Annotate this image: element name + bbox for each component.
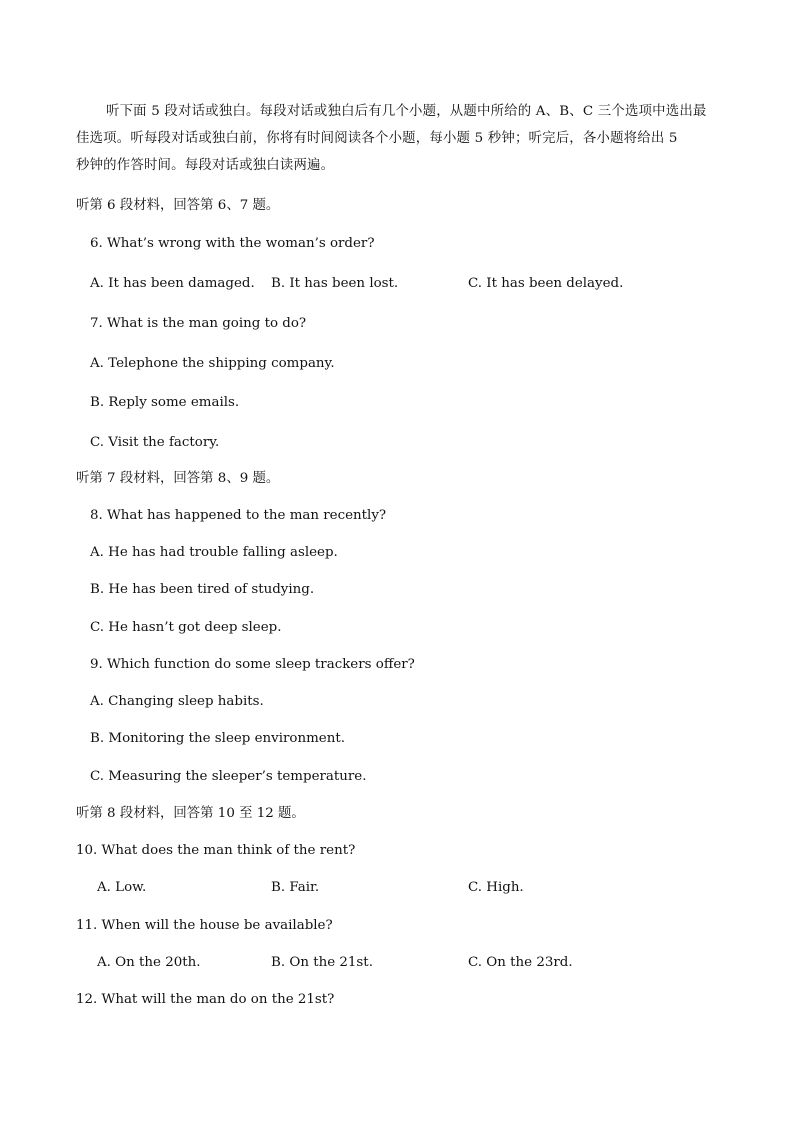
- question-10: 10. What does the man think of the rent?: [76, 843, 356, 858]
- q11-option-c: C. On the 23rd.: [468, 955, 573, 970]
- instructions-line-3: 秒钟的作答时间。每段对话或独白读两遍。: [76, 158, 335, 173]
- question-6: 6. What’s wrong with the woman’s order?: [90, 236, 375, 251]
- q7-option-b: B. Reply some emails.: [90, 395, 240, 410]
- q9-option-a: A. Changing sleep habits.: [90, 694, 264, 709]
- q10-option-a: A. Low.: [97, 880, 147, 895]
- question-8: 8. What has happened to the man recently?: [90, 508, 387, 523]
- q8-option-c: C. He hasn’t got deep sleep.: [90, 620, 282, 635]
- q8-option-a: A. He has had trouble falling asleep.: [90, 545, 338, 560]
- instructions-line-2: 佳选项。听每段对话或独白前，你将有时间阅读各个小题，每小题 5 秒钟；听完后，各小题将给出 5: [76, 131, 678, 146]
- instructions-line-1: 听下面 5 段对话或独白。每段对话或独白后有几个小题，从题中所给的 A、B、C 三个选项中选出最: [106, 104, 707, 119]
- section-heading-6-7: 听第 6 段材料，回答第 6、7 题。: [76, 198, 280, 213]
- q7-option-c: C. Visit the factory.: [90, 435, 220, 450]
- q6-option-a: A. It has been damaged.: [90, 276, 255, 291]
- q10-option-b: B. Fair.: [271, 880, 320, 895]
- section-heading-10-12: 听第 8 段材料，回答第 10 至 12 题。: [76, 806, 305, 821]
- q9-option-b: B. Monitoring the sleep environment.: [90, 731, 345, 746]
- q9-option-c: C. Measuring the sleeper’s temperature.: [90, 769, 367, 784]
- q6-option-c: C. It has been delayed.: [468, 276, 624, 291]
- q6-option-b: B. It has been lost.: [271, 276, 399, 291]
- question-12: 12. What will the man do on the 21st?: [76, 992, 335, 1007]
- q11-option-b: B. On the 21st.: [271, 955, 373, 970]
- q11-option-a: A. On the 20th.: [97, 955, 201, 970]
- question-9: 9. Which function do some sleep trackers offer?: [90, 657, 415, 672]
- q10-option-c: C. High.: [468, 880, 524, 895]
- question-7: 7. What is the man going to do?: [90, 316, 307, 331]
- question-11: 11. When will the house be available?: [76, 918, 333, 933]
- q8-option-b: B. He has been tired of studying.: [90, 582, 315, 597]
- q7-option-a: A. Telephone the shipping company.: [90, 356, 335, 371]
- section-heading-8-9: 听第 7 段材料，回答第 8、9 题。: [76, 471, 280, 486]
